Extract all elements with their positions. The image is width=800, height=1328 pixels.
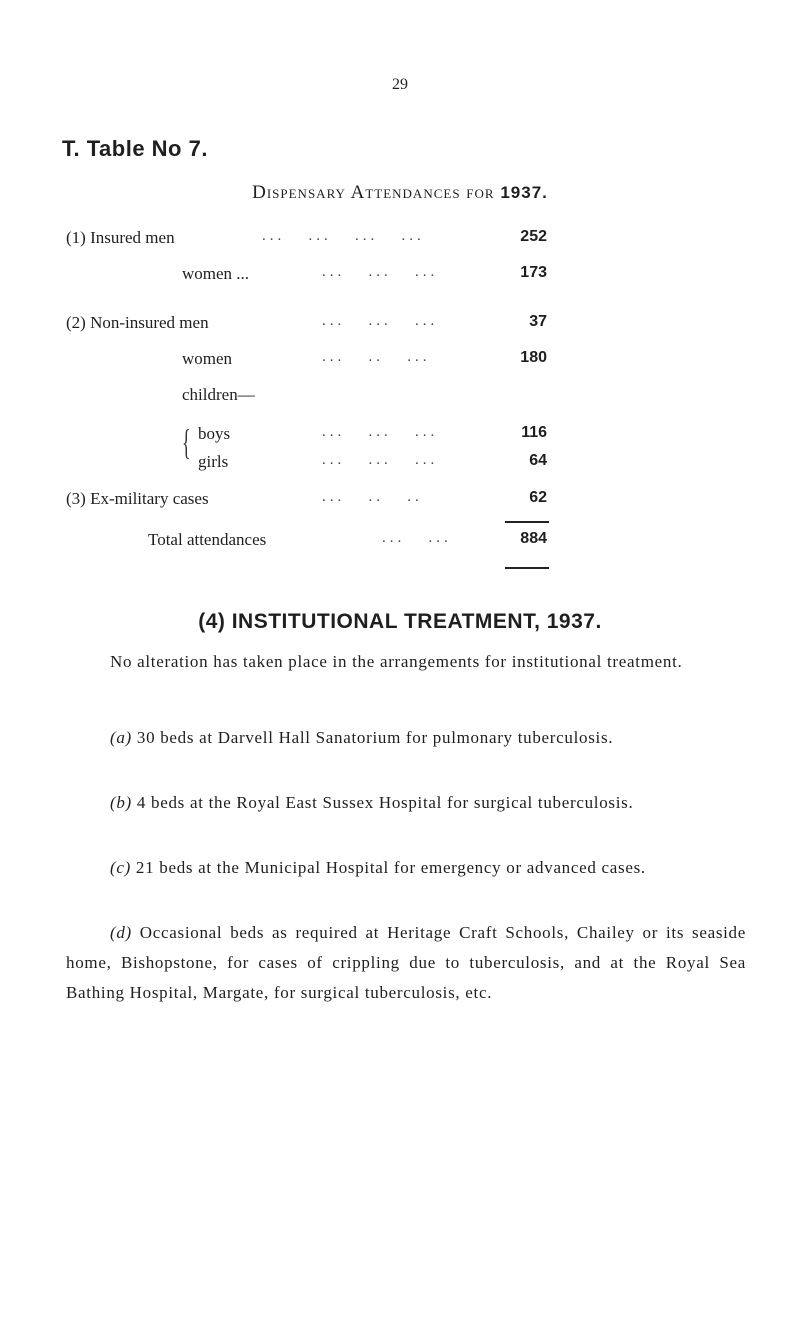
total-rule-top	[505, 521, 549, 523]
table-row-total	[0, 530, 800, 556]
row-label: (3) Ex-military cases	[66, 489, 209, 508]
table-row	[0, 313, 800, 339]
table-title: T. Table No 7.	[62, 136, 208, 161]
table-row	[0, 424, 800, 450]
table-row	[0, 452, 800, 478]
row-value: 180	[520, 349, 547, 366]
paragraph-a	[66, 723, 746, 753]
item-marker: (a)	[110, 728, 132, 747]
row-label: women ...	[182, 264, 250, 283]
paragraph-text: Occasional beds as required at Heritage Craft Schools, Chailey or its seaside home, Bishopstone, for cases of crippling due to tuberculosis, and at the Royal Sea Bathing Hospital, Margate, for surgical tuberculosis, etc.	[66, 923, 746, 1002]
table-row	[0, 385, 800, 411]
table-row	[0, 228, 800, 254]
table-subtitle-text: Dispensary Attendances for	[252, 182, 495, 203]
paragraph-intro: No alteration has taken place in the arrangements for institutional treatment.	[110, 652, 683, 671]
item-marker: (c)	[110, 858, 131, 877]
paragraph-d	[66, 918, 746, 1008]
row-label: children—	[182, 385, 255, 404]
row-label: (1) Insured men	[66, 228, 175, 247]
leader-dots: ... ... ...	[322, 264, 439, 280]
row-value: 173	[520, 264, 547, 281]
paragraph-b	[66, 788, 746, 818]
leader-dots: ... ... ...	[322, 424, 439, 440]
row-value: 884	[520, 530, 547, 547]
row-value: 62	[529, 489, 547, 506]
paragraph-text: 21 beds at the Municipal Hospital for emergency or advanced cases.	[130, 858, 646, 877]
table-row	[0, 264, 800, 290]
row-value: 37	[529, 313, 547, 330]
leader-dots: ... ... ...	[322, 313, 439, 329]
leader-dots: ... ...	[382, 530, 452, 546]
row-label: (2) Non-insured men	[66, 313, 209, 332]
paragraph-text: 4 beds at the Royal East Sussex Hospital for surgical tuberculosis.	[131, 793, 634, 812]
row-value: 116	[521, 424, 547, 441]
row-value: 64	[529, 452, 547, 469]
table-subtitle	[0, 182, 800, 204]
paragraph-text: 30 beds at Darvell Hall Sanatorium for pulmonary tuberculosis.	[131, 728, 614, 747]
row-label: women	[182, 349, 233, 368]
leader-dots: ... .. ...	[322, 349, 431, 365]
section-heading: (4) INSTITUTIONAL TREATMENT, 1937.	[198, 610, 602, 633]
paragraph-c	[66, 853, 746, 883]
row-label: boys	[198, 424, 231, 443]
table-subtitle-year: 1937.	[500, 183, 548, 202]
table-row	[0, 349, 800, 375]
row-label: girls	[198, 452, 229, 471]
table-row	[0, 489, 800, 515]
page-number: 29	[392, 76, 408, 93]
leader-dots: ... ... ...	[322, 452, 439, 468]
item-marker: (d)	[110, 923, 132, 942]
item-marker: (b)	[110, 793, 132, 812]
leader-dots: ... .. ..	[322, 489, 423, 505]
total-rule-bottom	[505, 567, 549, 569]
leader-dots: ... ... ... ...	[262, 228, 425, 244]
row-label: Total attendances	[148, 530, 267, 549]
brace-icon: {	[182, 422, 191, 462]
row-value: 252	[520, 228, 547, 245]
